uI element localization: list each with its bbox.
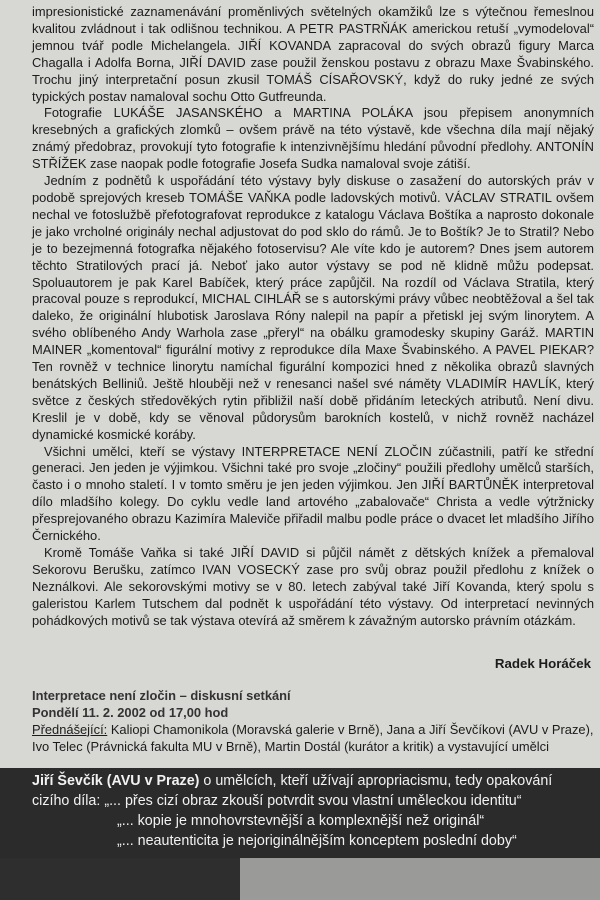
quote-intro: o umělcích, kteří užívají apropriacismu, tedy opakování cizího díla: <box>32 773 553 809</box>
article-paragraph: Jedním z podnětů k uspořádání této výstavy byly diskuse o zasažení do autorských práv v podobě sprejových kreseb TOMÁŠE VAŇKA podle ladovských motivů. VÁCLAV STRATIL ovšem nechal ve fotoslužbě přefotografovat reprodukce z katalogu Václava Boštíka a naprosto dokonale je jako vrcholné originály nechal adjustovat do pod sklo do rámů. Je to Boštík? Je to Stratil? Nebo je to bezejmenná fotografka nějakého fotoservisu? Ale víte kdo je autorem? Dnes jsem autorem těchto Stratilových prací já. Neboť jako autor výstavy se pod ně klidně můžu podepsat. Spoluautorem je pak Karel Babíček, který práce zapůjčil. Na rozdíl od Václava Stratila, který pracoval pouze s reprodukcí, MICHAL CIHLÁŘ se s autorskými právy vůbec neobtěžoval a šel tak daleko, že originální hlubotisk Jaroslava Róny nalepil na papír a přetiskl jej svým linorytem. A svého oblíbeného Andy Warhola zase „přeryl“ na obálku gramodesky skupiny Garáž. MARTIN MAINER „komentoval“ figurální motivy z reprodukce díla Maxe Švabinského. A PAVEL PIEKAR? Ten rovněž v technice linorytu namíchal figurální kompozici hned z několika obrazů slavných benátských Belliniů. Ještě hlouběji než v renesanci našel své náměty VLADIMÍR HAVLÍK, který světce z českých středověkých rytin přibližil naší době přidáním leteckých atributů. Není divu. Kreslil je v době, kdy se věnoval půdorysům barokních kostelů, v nichž rovněž nacházel dynamické kosmické koráby. <box>32 173 594 442</box>
quote-item: „... kopie je mnohovrstevnější a komplexnější než originál“ <box>117 813 485 829</box>
article-paragraph: impresionistické zaznamenávání proměnlivých světelných okamžiků lze s výtečnou řemeslnou kvalitou zvládnout i tak odlišnou technikou. A PETR PASTRŇÁK americkou retuší „vymodeloval“ jemnou tvář podle Michelangela. JIŘÍ KOVANDA zapracoval do svých obrazů figury Marca Chagalla i Adolfa Borna, JIŘÍ DAVID zase použil ženskou postavu z obrazu Maxe Švabinského. Trochu jiný interpretační posun zkusil TOMÁŠ CÍSAŘOVSKÝ, když do ruky jedné ze svých typických postav namaloval sochu Otto Gutfreunda. <box>32 4 594 104</box>
footer-block-gray <box>240 858 600 900</box>
quote-box <box>0 768 600 858</box>
footer-block-dark <box>0 858 240 900</box>
article <box>32 4 594 630</box>
article-paragraph: Všichni umělci, kteří se výstavy INTERPRETACE NENÍ ZLOČIN zúčastnili, patří ke střední generaci. Jen jeden je výjimkou. Všichni také pro svoje „zločiny“ použili předlohy umělců starších, často i o mnoho staletí. I v tomto směru je jen jeden výjimkou. Jen JIŘÍ BARTŮNĚK interpretoval dílo mladšího kolegy. Do cyklu vedle land artového „zabalovače“ Christa a vedle výtržnicky přesprejovaného obrazu Kazimíra Maleviče přiřadil malbu podle práce o dvacet let mladšího Jiřího Černického. <box>32 443 594 544</box>
event-date: Pondělí 11. 2. 2002 od 17,00 hod <box>32 704 229 720</box>
article-paragraph: Fotografie LUKÁŠE JASANSKÉHO a MARTINA POLÁKA jsou přepisem anonymních kresebných a grafických zlomků – ovšem právě na této výstavě, kde všechna díla mají nějaký známý předobraz, provokují tyto fotografie k intenzivnějšímu hledání původní předlohy. ANTONÍN STŘÍŽEK zase naopak podle fotografie Josefa Sudka namaloval svoje zátiší. <box>32 105 594 172</box>
event-title: Interpretace není zločin – diskusní setkání <box>32 688 291 703</box>
lecturers-list: Kaliopi Chamonikola (Moravská galerie v Brně), Jana a Jiří Ševčíkovi (AVU v Praze), Ivo Telec (Právnická fakulta MU v Brně), Martin Dostál (kurátor a kritik) a vystavující umělci <box>32 721 594 754</box>
quote-item: „... přes cizí obraz zkouší potvrdit svou vlastní uměleckou identitu“ <box>104 793 522 809</box>
quote-box-content <box>32 771 592 851</box>
quote-item: „... neautenticita je nejoriginálnějším konceptem poslední doby“ <box>117 833 517 849</box>
article-author: Radek Horáček <box>494 656 591 671</box>
event-info <box>32 688 594 756</box>
article-paragraph: Kromě Tomáše Vaňka si také JIŘÍ DAVID si půjčil námět z dětských knížek a přemaloval Sekorovu Berušku, zatímco IVAN VOSECKÝ zase pro svůj obraz použil předlohu z knížek o Neználkovi. Ale sekorovskými motivy se v 80. letech zabýval také Jiří Kovanda, který spolu s galeristou Karlem Tutschem dal podnět k uspořádání této výstavy. Od interpretací nevinných pohádkových motivů se tak výstava otevírá až směrem k závažným autorsko právním otázkám. <box>32 545 594 628</box>
quote-speaker: Jiří Ševčík (AVU v Praze) <box>32 773 200 789</box>
lecturers-label: Přednášející: <box>32 721 108 737</box>
quote-intro-line <box>32 771 592 811</box>
event-lecturers <box>32 722 594 756</box>
